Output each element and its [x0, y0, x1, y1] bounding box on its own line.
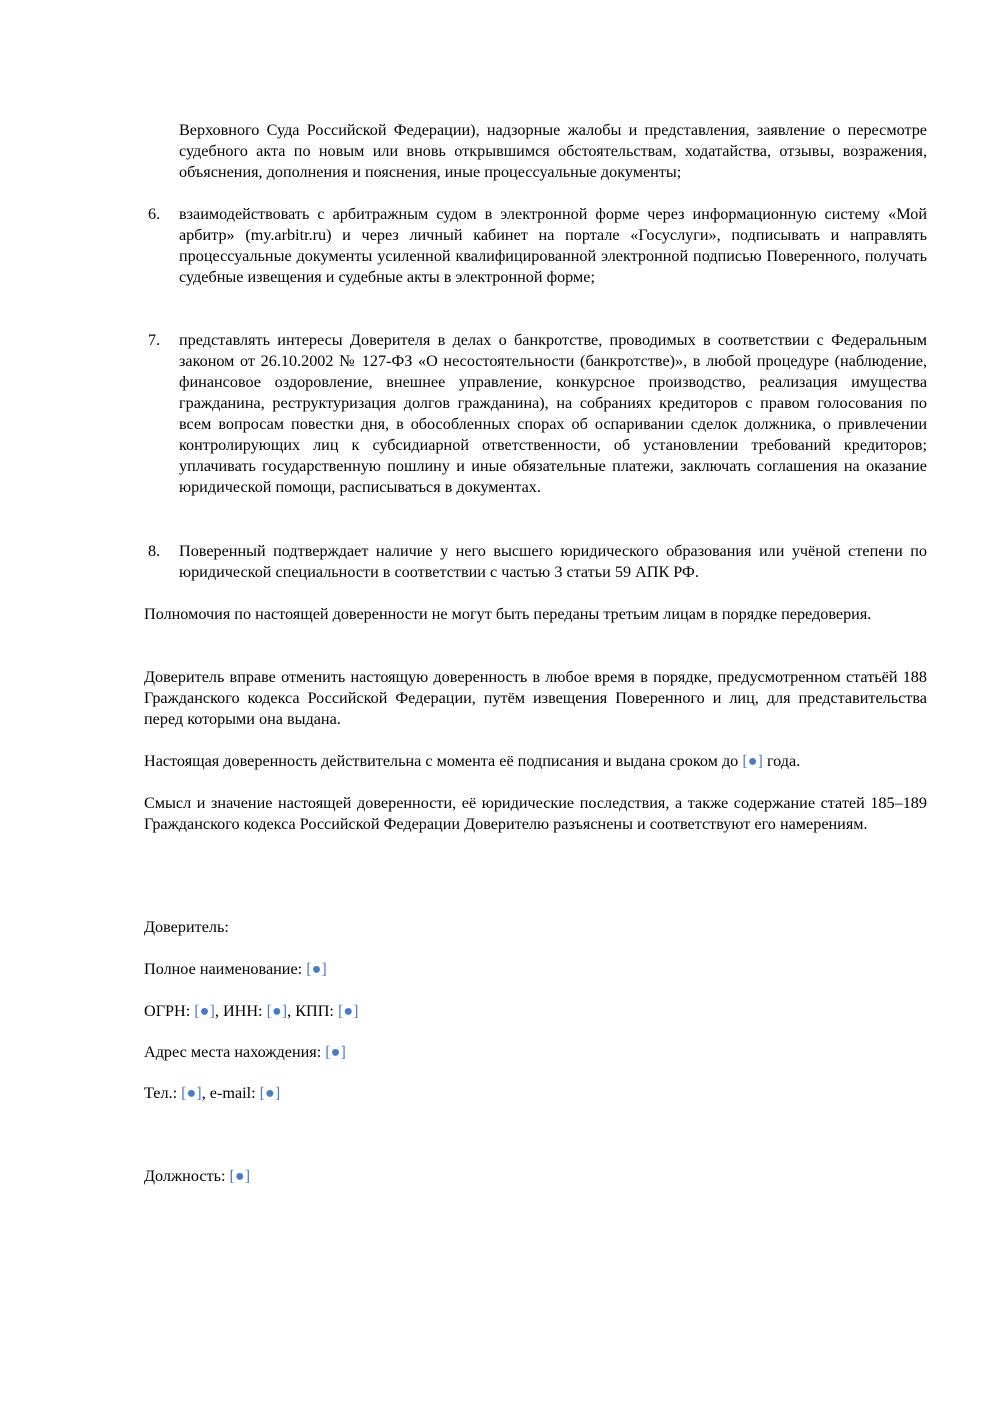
list-item-text: Верховного Суда Российской Федерации), надзорные жалобы и представления, заявление о пересмотре судебного акта по новым или вновь открывшимся обстоятельствам, ходатайства, отзывы, возражения, объяснения, дополнения и пояснения, иные процессуальные документы; — [179, 121, 927, 181]
phone-placeholder: [●] — [181, 1084, 202, 1102]
list-item-7 — [144, 330, 927, 498]
validity-suffix: года. — [762, 752, 801, 770]
full-name-placeholder: [●] — [306, 960, 327, 978]
list-item-text: взаимодействовать с арбитражным судом в электронной форме через информационную систему «Мой арбитр» (my.arbitr.ru) и через личный кабинет на портале «Госуслуги», подписывать и направлять процессуальные документы усиленной квалифицированной электронной подписью Поверенного, получать судебные извещения и судебные акты в электронной форме; — [179, 205, 927, 286]
list-item-number: 8. — [148, 542, 161, 560]
kpp-label: , КПП: — [287, 1002, 338, 1020]
position-label: Должность: — [144, 1167, 230, 1185]
list-item-number: 7. — [148, 331, 161, 349]
paragraph-revocation: Доверитель вправе отменить настоящую доверенность в любое время в порядке, предусмотренном статьёй 188 Гражданского кодекса Российской Федерации, путём извещения Поверенного и лиц, для представительства перед которыми она выдана. — [144, 668, 927, 728]
kpp-placeholder: [●] — [337, 1002, 359, 1020]
position-placeholder: [●] — [229, 1167, 251, 1185]
principal-full-name — [144, 959, 327, 980]
address-placeholder: [●] — [325, 1043, 346, 1061]
inn-placeholder: [●] — [266, 1002, 288, 1020]
principal-address — [144, 1042, 346, 1063]
principal-heading: Доверитель: — [144, 918, 229, 936]
list-item-text: представлять интересы Доверителя в делах о банкротстве, проводимых в соответствии с Федеральным законом от 26.10.2002 № 127-ФЗ «О несостоятельности (банкротстве)», в любой процедуре (наблюдение, финансовое оздоровление, внешнее управление, конкурсное производство, реализация имущества гражданина, реструктуризация долгов гражданина), на собраниях кредиторов с правом голосования по всем вопросам повестки дня, в обособленных спорах об оспаривании сделок должника, о привлечении контролирующих лиц к субсидиарной ответственности, об установлении требований кредиторов; уплачивать государственную пошлину и иные обязательные платежи, заключать соглашения на оказание юридической помощи, расписываться в документах. — [179, 331, 927, 496]
list-item-8 — [144, 541, 927, 583]
principal-contacts — [144, 1083, 280, 1104]
ogrn-label: ОГРН: — [144, 1002, 195, 1020]
email-label: , e-mail: — [201, 1084, 260, 1102]
signatory-position — [144, 1166, 250, 1187]
principal-registration — [144, 1001, 359, 1022]
validity-date-placeholder: [●] — [742, 752, 763, 770]
list-item-5-continuation — [144, 120, 927, 183]
address-label: Адрес места нахождения: — [144, 1043, 326, 1061]
list-item-6 — [144, 204, 927, 288]
paragraph-meaning: Смысл и значение настоящей доверенности, её юридические последствия, а также содержание статей 185–189 Гражданского кодекса Российской Федерации Доверителю разъяснены и соответствуют его намерениям. — [144, 794, 927, 833]
full-name-label: Полное наименование: — [144, 960, 307, 978]
validity-text: Настоящая доверенность действительна с момента её подписания и выдана сроком до — [144, 752, 743, 770]
list-item-number: 6. — [148, 205, 161, 223]
ogrn-placeholder: [●] — [194, 1002, 215, 1020]
paragraph-validity — [144, 751, 800, 772]
phone-label: Тел.: — [144, 1084, 182, 1102]
list-item-text: Поверенный подтверждает наличие у него высшего юридического образования или учёной степени по юридической специальности в соответствии с частью 3 статьи 59 АПК РФ. — [179, 542, 927, 581]
inn-label: , ИНН: — [214, 1002, 267, 1020]
paragraph-no-transfer: Полномочия по настоящей доверенности не могут быть переданы третьим лицам в порядке передоверия. — [144, 605, 872, 623]
email-placeholder: [●] — [259, 1084, 281, 1102]
